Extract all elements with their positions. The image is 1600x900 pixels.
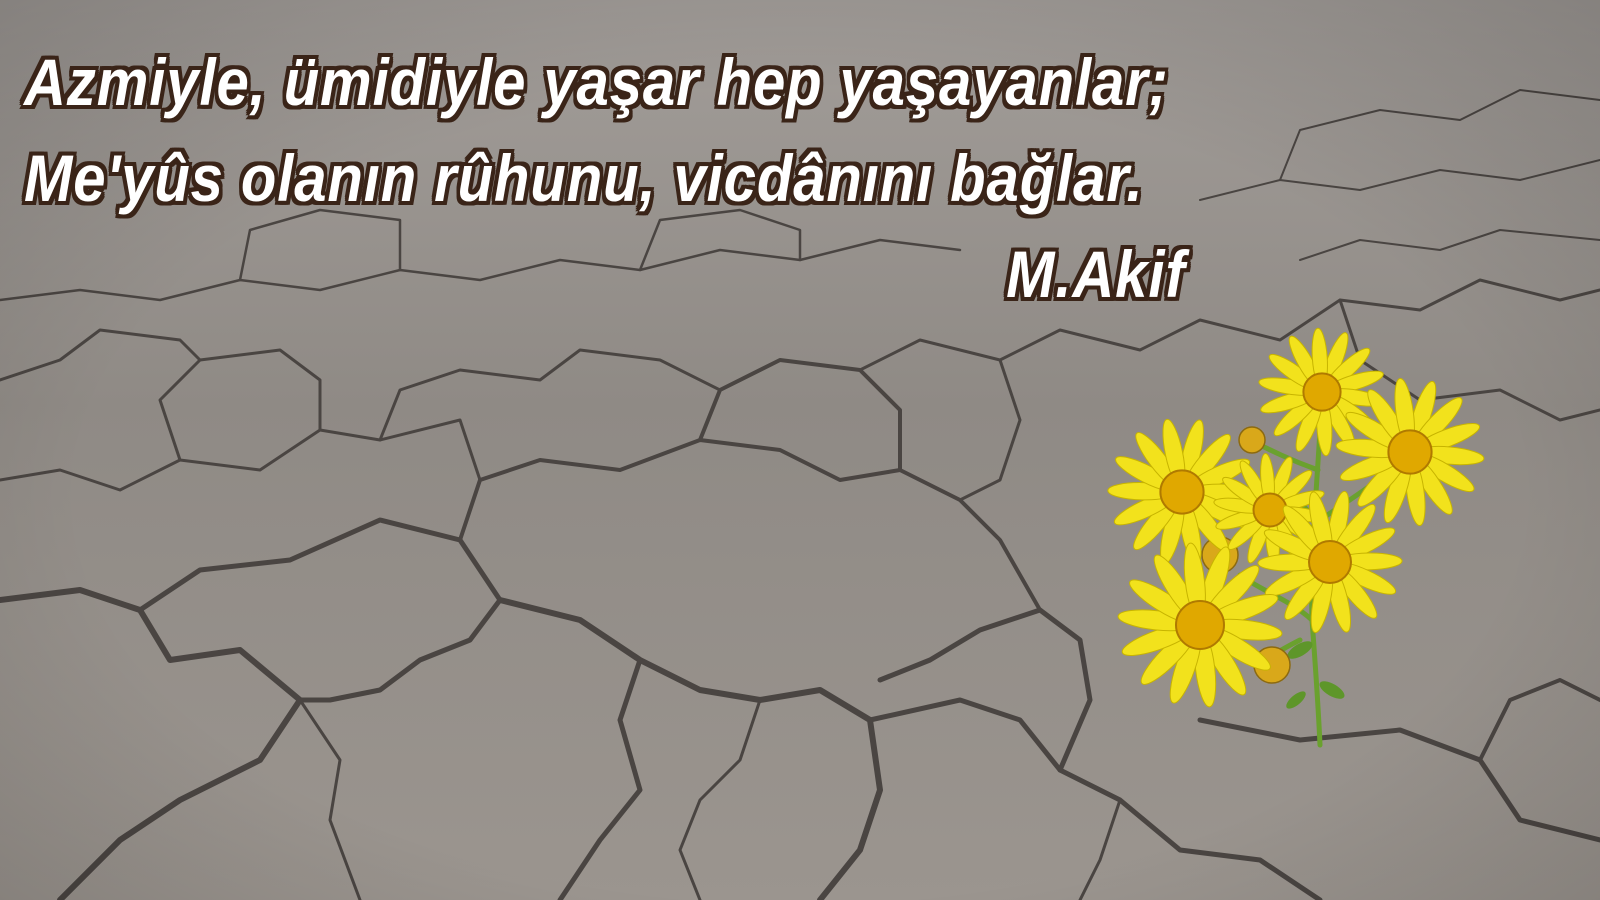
quote-text (24, 34, 1186, 322)
quote-line-2: Me'yûs olanın rûhunu, vicdânını bağlar. (24, 141, 1144, 215)
quote-author: M.Akif (1006, 237, 1186, 311)
quote-line-1: Azmiyle, ümidiyle yaşar hep yaşayanlar; (24, 45, 1169, 119)
